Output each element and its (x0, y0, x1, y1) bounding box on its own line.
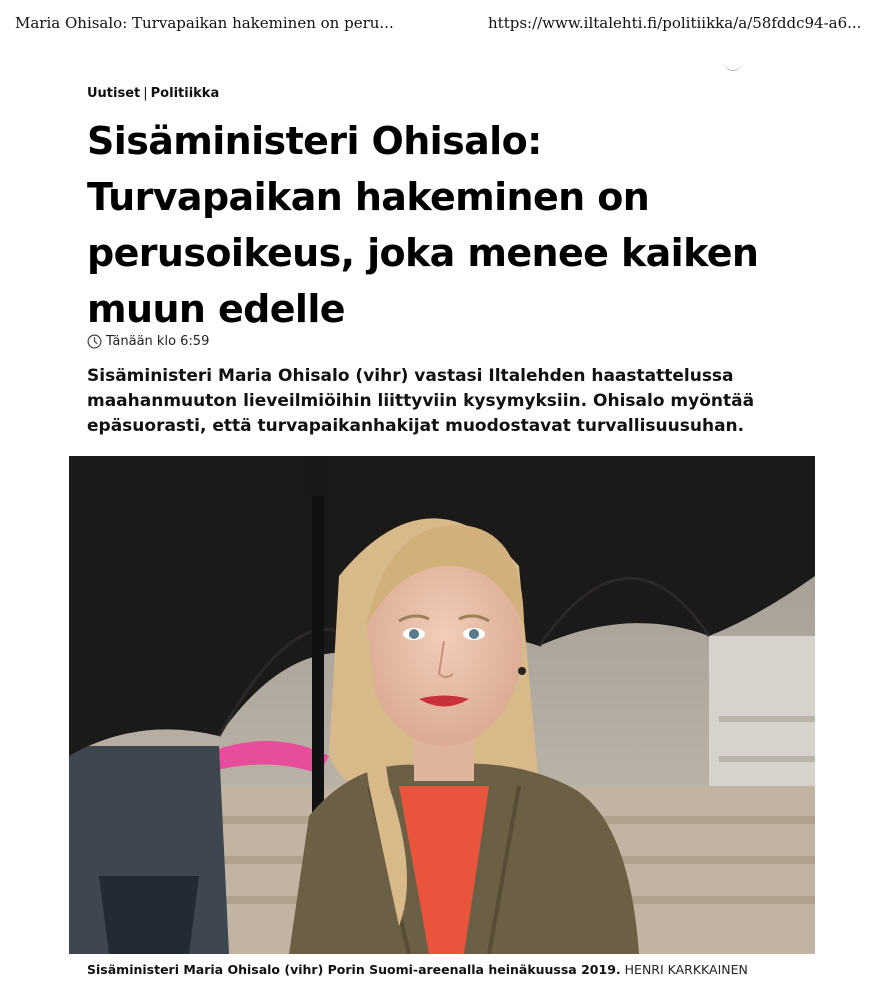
timestamp-text: Tänään klo 6:59 (106, 333, 210, 349)
photo-woman-under-umbrella-icon (69, 456, 815, 954)
article-timestamp (87, 333, 209, 349)
breadcrumb-separator: | (143, 86, 148, 101)
header-decoration (724, 62, 742, 71)
breadcrumb-subsection[interactable]: Politiikka (150, 86, 220, 101)
image-caption (87, 962, 857, 977)
article-headline: Sisäministeri Ohisalo: Turvapaikan hakeminen on perusoikeus, joka menee kaiken muun edelle (87, 119, 759, 331)
article-image (69, 456, 815, 954)
photo-credit: HENRI KARKKAINEN (624, 962, 748, 977)
breadcrumb-section[interactable]: Uutiset (87, 86, 141, 101)
print-page-url[interactable]: https://www.iltalehti.fi/politiikka/a/58fddc94-a6... (488, 14, 862, 32)
print-page-title: Maria Ohisalo: Turvapaikan hakeminen on peru... (15, 14, 394, 32)
breadcrumb (87, 86, 219, 101)
article-lead: Sisäministeri Maria Ohisalo (vihr) vastasi Iltalehden haastattelussa maahanmuuton lieveilmiöihin liittyviin kysymyksiin. Ohisalo myöntää epäsuorasti, että turvapaikanhakijat muodostavat turvallisuusuhan. (87, 366, 755, 436)
print-header (0, 14, 885, 36)
clock-icon (87, 334, 102, 349)
caption-text: Sisäministeri Maria Ohisalo (vihr) Porin Suomi-areenalla heinäkuussa 2019. (87, 962, 621, 977)
